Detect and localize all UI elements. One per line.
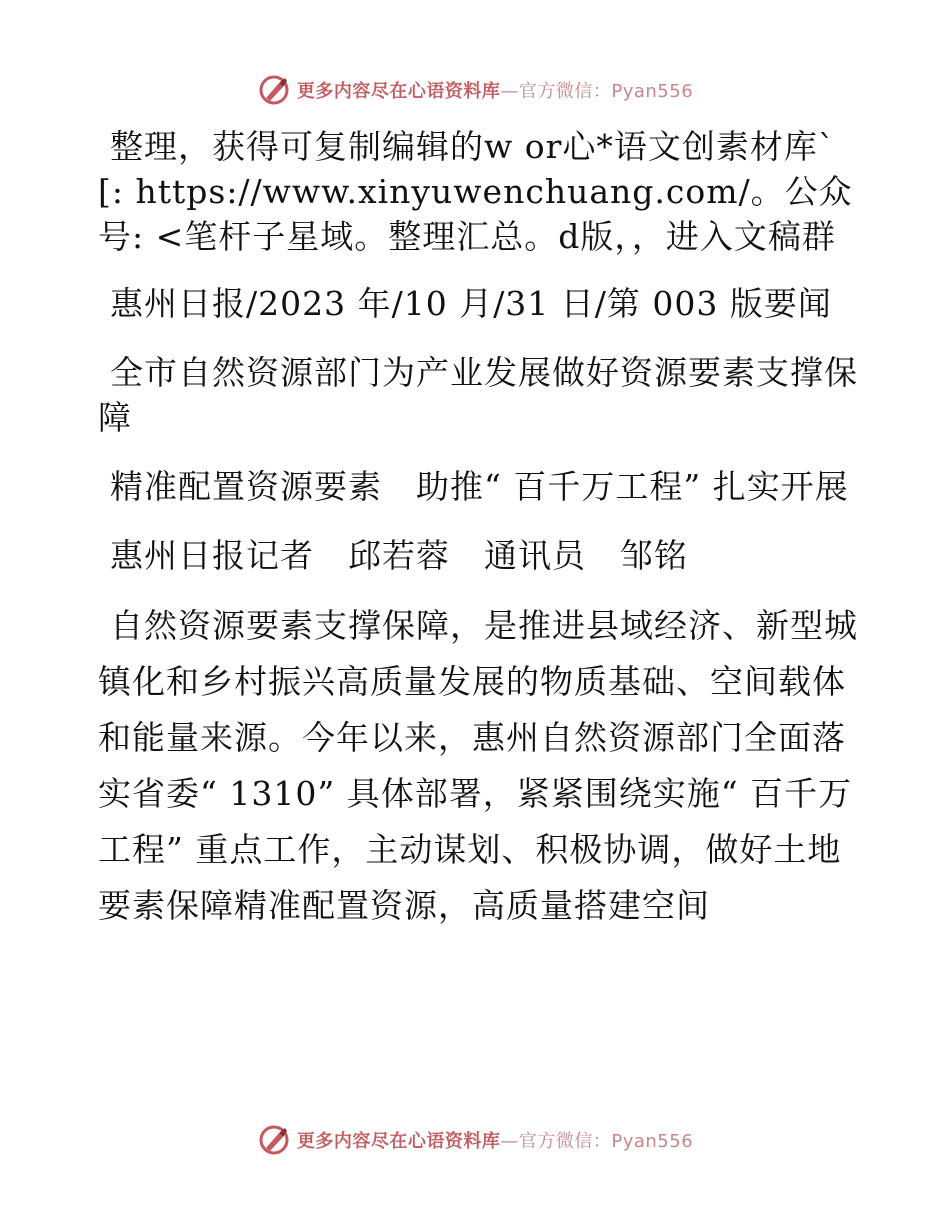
pen-nib-logo-icon (257, 1123, 291, 1157)
byline: 惠州日报记者 邱若蓉 通讯员 邹铭 (110, 536, 688, 575)
body-paragraph: 自然资源要素支撑保障，是推进县域经济、新型城镇化和乡村振兴高质量发展的物质基础、空间载体和能量来源。今年以来，惠州自然资源部门全面落实省委“ 1310” 具体部署，紧紧围绕实施“ 百千万工程” 重点工作，主动谋划、积极协调，做好土地要素保障精准配置资源，高质量搭建空间 (98, 606, 858, 925)
watermark-contact: 官方微信：Pyan556 (518, 1131, 694, 1152)
dateline: 惠州日报/2023 年/10 月/31 日/第 003 版要闻 (110, 284, 832, 323)
watermark-contact: 官方微信：Pyan556 (518, 81, 694, 102)
watermark-text (297, 77, 693, 103)
watermark-title: 更多内容尽在心语资料库 (296, 1131, 501, 1152)
watermark-title: 更多内容尽在心语资料库 (296, 81, 501, 102)
document-body (98, 124, 858, 934)
watermark-separator: — (500, 1131, 519, 1152)
footer-watermark (0, 1120, 950, 1160)
intro-paragraph: 整理，获得可复制编辑的w or心*语文创素材库`[: https://www.xinyuwenchuang.com/。公众号: <笔杆子星域。整理汇总。d版，，进入文稿群 (98, 127, 853, 256)
pen-nib-logo-icon (257, 73, 291, 107)
watermark-separator: — (500, 81, 519, 102)
headline-sub: 精准配置资源要素 助推“ 百千万工程” 扎实开展 (110, 467, 849, 506)
watermark-text (297, 1127, 693, 1153)
headline-main: 全市自然资源部门为产业发展做好资源要素支撑保障 (98, 353, 858, 437)
header-watermark (0, 70, 950, 110)
